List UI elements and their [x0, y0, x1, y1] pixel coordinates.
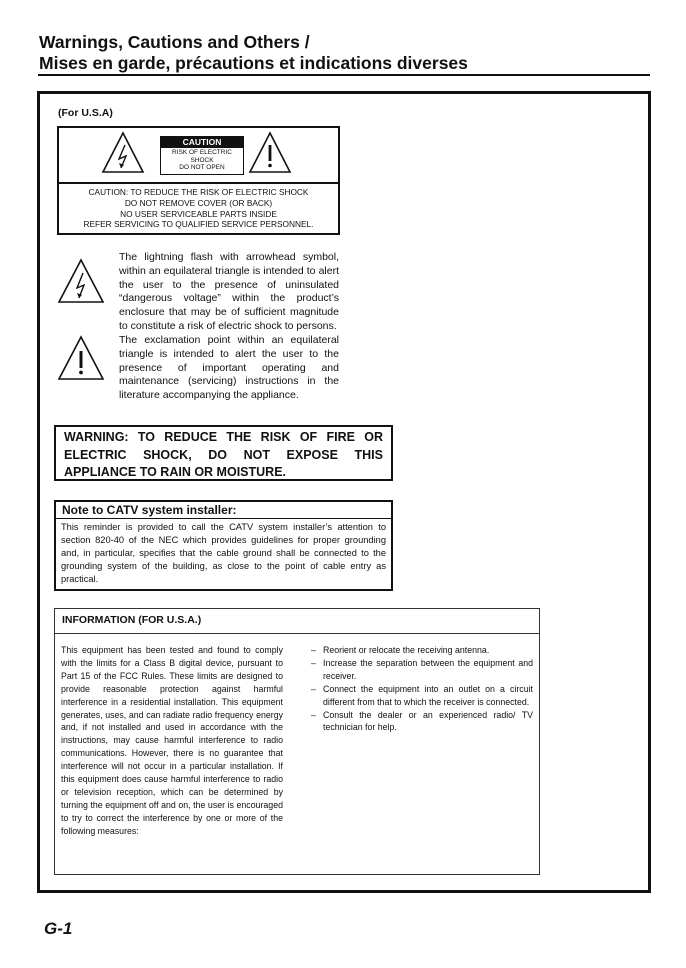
region-label: (For U.S.A) [58, 107, 113, 119]
caution-text-line: NO USER SERVICEABLE PARTS INSIDE [120, 208, 277, 219]
caution-label-head: CAUTION [161, 137, 243, 148]
catv-note-box [54, 500, 393, 591]
page-title-english: Warnings, Cautions and Others / [39, 32, 310, 52]
caution-text-line: CAUTION: TO REDUCE THE RISK OF ELECTRIC SHOCK [88, 187, 309, 197]
fcc-information-box [54, 608, 540, 875]
lightning-symbol-text: The lightning flash with arrowhead symbol, within an equilateral triangle is intended to alert the user to the presence of uninsulated “dangerous voltage” within the product’s enclosure that may be of sufficient magnitude to constitute a risk of electric shock to persons. [119, 251, 339, 332]
exclamation-symbol-text: The exclamation point within an equilateral triangle is intended to alert the user to the presence of important operating and maintenance (servicing) instructions in the literature accompanying the appliance. [119, 334, 339, 402]
list-item: – Reorient or relocate the receiving antenna. [311, 644, 533, 657]
catv-note-body: This reminder is provided to call the CATV system installer’s attention to section 820-40 of the NEC which provides guidelines for proper grounding and, in particular, specifies that the cable ground shall be connected to the grounding system of the building, as close to the point of cable entry as practical. [61, 522, 386, 584]
list-item: – Connect the equipment into an outlet on a circuit different from that to which the receiver is connected. [311, 683, 533, 709]
exclamation-triangle-icon [247, 130, 293, 176]
caution-divider [59, 182, 338, 184]
fcc-information-title: INFORMATION (FOR U.S.A.) [62, 614, 202, 626]
lightning-symbol-icon [56, 257, 106, 305]
fcc-information-divider [55, 633, 539, 634]
catv-note-title: Note to CATV system installer: [56, 502, 391, 519]
warning-box [54, 425, 393, 481]
caution-text-line: REFER SERVICING TO QUALIFIED SERVICE PERSONNEL. [83, 219, 314, 230]
page-number: G-1 [44, 919, 73, 938]
caution-text-line: DO NOT REMOVE COVER (OR BACK) [124, 197, 273, 208]
caution-label-line: SHOCK [190, 156, 214, 164]
caution-label-line: RISK OF ELECTRIC [172, 149, 232, 156]
caution-text [59, 187, 338, 230]
list-item: – Increase the separation between the equipment and receiver. [311, 657, 533, 683]
warning-text: WARNING: TO REDUCE THE RISK OF FIRE OR ELECTRIC SHOCK, DO NOT EXPOSE THIS APPLIANCE TO RAIN OR MOISTURE. [64, 430, 383, 479]
caution-label-line: DO NOT OPEN [179, 164, 225, 171]
list-item: – Consult the dealer or an experienced radio/ TV technician for help. [311, 709, 533, 735]
exclamation-symbol-icon [56, 334, 106, 382]
lightning-triangle-icon [100, 130, 146, 176]
page-title-french: Mises en garde, précautions et indications diverses [39, 53, 468, 73]
fcc-information-text: This equipment has been tested and found to comply with the limits for a Class B digital device, pursuant to Part 15 of the FCC Rules. These limits are designed to provide reasonable protection against harmful interference in a residential installation. This equipment generates, uses, and can radiate radio frequency energy and, if not installed and used in accordance with the instructions, may cause harmful interference to radio communications. However, there is no guarantee that interference will not occur in a particular installation. If this equipment does cause harmful interference to radio or television reception, which can be determined by turning the equipment off and on, the user is encouraged to try to correct the interference by one or more of the following measures: [61, 645, 283, 836]
fcc-measures-list [311, 644, 533, 734]
title-rule [38, 74, 650, 76]
caution-label [160, 136, 244, 175]
